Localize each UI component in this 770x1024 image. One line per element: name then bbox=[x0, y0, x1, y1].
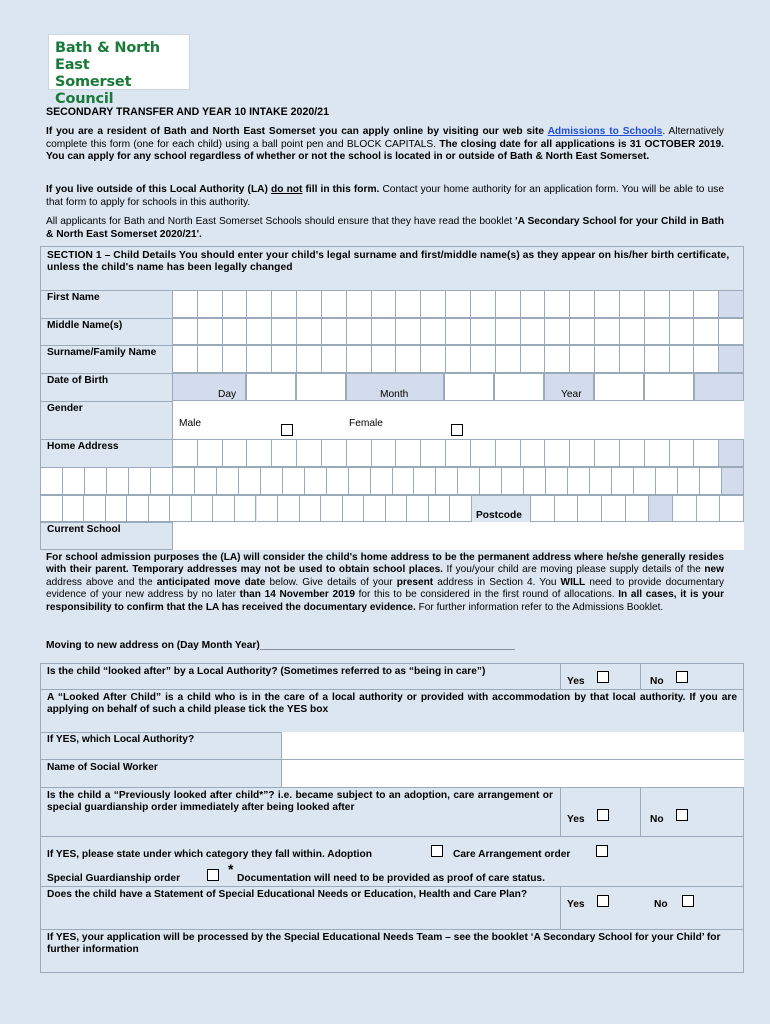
char-box[interactable] bbox=[213, 496, 235, 522]
address-note-h: address in Section 4. You bbox=[433, 576, 561, 588]
char-box[interactable] bbox=[694, 319, 719, 345]
char-box[interactable] bbox=[421, 440, 446, 467]
char-box[interactable] bbox=[278, 496, 300, 522]
char-box[interactable] bbox=[149, 496, 171, 522]
char-box[interactable] bbox=[570, 291, 595, 318]
char-box[interactable] bbox=[272, 291, 297, 318]
dob-year-input-1[interactable] bbox=[594, 373, 644, 401]
char-box[interactable] bbox=[626, 496, 650, 522]
dob-month-label: Month bbox=[380, 389, 409, 400]
char-box[interactable] bbox=[343, 496, 365, 522]
char-box[interactable] bbox=[41, 496, 63, 522]
current-school-label: Current School bbox=[47, 524, 121, 535]
council-logo bbox=[48, 34, 190, 107]
looked-after-yes-label: Yes bbox=[567, 676, 585, 687]
char-box[interactable] bbox=[496, 291, 521, 318]
address-line-2-grid[interactable] bbox=[40, 467, 744, 495]
char-box[interactable] bbox=[247, 440, 272, 467]
char-box[interactable] bbox=[283, 468, 305, 495]
char-box[interactable] bbox=[372, 291, 397, 318]
char-box[interactable] bbox=[620, 440, 645, 467]
previously-yes-checkbox[interactable] bbox=[597, 809, 609, 821]
char-box[interactable] bbox=[195, 468, 217, 495]
char-box[interactable] bbox=[239, 468, 261, 495]
char-box[interactable] bbox=[107, 468, 129, 495]
char-box[interactable] bbox=[198, 291, 223, 318]
char-box[interactable] bbox=[198, 319, 223, 345]
intro-p3-b: 'A Secondary School for your Child in Bath & North East Somerset 2020/21'. bbox=[46, 216, 725, 240]
char-box[interactable] bbox=[429, 496, 451, 522]
char-box[interactable] bbox=[436, 468, 458, 495]
char-box[interactable] bbox=[496, 440, 521, 467]
address-note-e: anticipated move date bbox=[156, 576, 266, 588]
char-box[interactable] bbox=[84, 496, 106, 522]
char-box[interactable] bbox=[421, 319, 446, 345]
address-note-l: for this to be considered in the first round of allocations. bbox=[354, 589, 619, 601]
first-name-input-grid[interactable] bbox=[172, 290, 744, 318]
gender-male-checkbox[interactable] bbox=[281, 424, 293, 436]
address-note bbox=[46, 552, 724, 614]
char-box[interactable] bbox=[446, 319, 471, 345]
intro-p1-b: . Alternatively complete this form (one for each child) using a ball point pen and BLOCK CAPITALS. bbox=[46, 126, 724, 150]
char-box[interactable] bbox=[173, 319, 198, 345]
char-box[interactable] bbox=[393, 468, 415, 495]
char-box[interactable] bbox=[347, 440, 372, 467]
looked-after-yes-checkbox[interactable] bbox=[597, 671, 609, 683]
char-box[interactable] bbox=[590, 468, 612, 495]
special-guardianship-label: Special Guardianship order bbox=[47, 873, 181, 884]
char-box[interactable] bbox=[697, 496, 721, 522]
dob-day-label: Day bbox=[218, 389, 237, 400]
char-box[interactable] bbox=[670, 346, 695, 373]
char-box[interactable] bbox=[223, 440, 248, 467]
char-box[interactable] bbox=[170, 496, 192, 522]
address-note-n: For further information refer to the Admissions Booklet. bbox=[415, 601, 664, 613]
sen-note: If YES, your application will be processed by the Special Educational Needs Team – see the booklet ‘A Secondary School for your Child’ for further information bbox=[47, 932, 721, 956]
char-box[interactable] bbox=[568, 468, 590, 495]
care-arrangement-checkbox[interactable] bbox=[596, 845, 608, 857]
char-box[interactable] bbox=[719, 319, 744, 345]
char-box[interactable] bbox=[272, 440, 297, 467]
address-note-k: than 14 November 2019 bbox=[239, 589, 355, 601]
intro-p1-a: If you are a resident of Bath and North East Somerset you can apply online by visiting our web site bbox=[46, 126, 548, 137]
char-box[interactable] bbox=[41, 468, 63, 495]
char-box[interactable] bbox=[545, 346, 570, 373]
char-box[interactable] bbox=[694, 291, 719, 318]
char-box[interactable] bbox=[602, 496, 626, 522]
char-box[interactable] bbox=[570, 440, 595, 467]
char-box[interactable] bbox=[521, 440, 546, 467]
previously-no-label: No bbox=[650, 814, 664, 825]
char-box[interactable] bbox=[235, 496, 257, 522]
char-box[interactable] bbox=[347, 319, 372, 345]
char-box[interactable] bbox=[546, 468, 568, 495]
char-box[interactable] bbox=[471, 440, 496, 467]
char-box[interactable] bbox=[322, 440, 347, 467]
char-box[interactable] bbox=[649, 496, 673, 522]
char-box[interactable] bbox=[722, 468, 744, 495]
middle-names-label: Middle Name(s) bbox=[47, 320, 123, 331]
previously-yes-label: Yes bbox=[567, 814, 585, 825]
char-box[interactable] bbox=[496, 319, 521, 345]
char-box[interactable] bbox=[670, 291, 695, 318]
address-note-f: below. Give details of your bbox=[265, 576, 397, 588]
care-arrangement-label: Care Arrangement order bbox=[453, 849, 571, 860]
dob-month-input-1[interactable] bbox=[444, 373, 494, 401]
documentation-asterisk: * bbox=[228, 861, 234, 877]
char-box[interactable] bbox=[524, 468, 546, 495]
sen-yes-checkbox[interactable] bbox=[597, 895, 609, 907]
char-box[interactable] bbox=[670, 440, 695, 467]
char-box[interactable] bbox=[570, 346, 595, 373]
address-note-g: present bbox=[396, 576, 434, 588]
char-box[interactable] bbox=[173, 346, 198, 373]
char-box[interactable] bbox=[700, 468, 722, 495]
char-box[interactable] bbox=[386, 496, 408, 522]
dob-day-input-2[interactable] bbox=[296, 373, 346, 401]
char-box[interactable] bbox=[272, 346, 297, 373]
intro-p3-a: All applicants for Bath and North East Somerset Schools should ensure that they have read the booklet bbox=[46, 216, 516, 227]
char-box[interactable] bbox=[531, 496, 555, 522]
char-box[interactable] bbox=[63, 468, 85, 495]
char-box[interactable] bbox=[173, 468, 195, 495]
middle-names-input-grid[interactable] bbox=[172, 318, 744, 345]
address-note-m: In all cases, it is your responsibility to confirm that the LA has received the documentary evidence. bbox=[46, 589, 725, 613]
address-line-3-grid[interactable] bbox=[40, 495, 472, 522]
char-box[interactable] bbox=[247, 346, 272, 373]
char-box[interactable] bbox=[372, 440, 397, 467]
care-category-label: If YES, please state under which category they fall within. Adoption bbox=[47, 849, 372, 860]
char-box[interactable] bbox=[247, 291, 272, 318]
which-la-label: If YES, which Local Authority? bbox=[47, 734, 195, 745]
char-box[interactable] bbox=[595, 319, 620, 345]
char-box[interactable] bbox=[223, 319, 248, 345]
gender-male-label: Male bbox=[179, 418, 202, 429]
char-box[interactable] bbox=[471, 291, 496, 318]
char-box[interactable] bbox=[85, 468, 107, 495]
char-box[interactable] bbox=[570, 319, 595, 345]
char-box[interactable] bbox=[645, 346, 670, 373]
sen-no-checkbox[interactable] bbox=[682, 895, 694, 907]
char-box[interactable] bbox=[719, 440, 744, 467]
address-note-d: address above and the bbox=[46, 576, 157, 588]
char-box[interactable] bbox=[694, 440, 719, 467]
char-box[interactable] bbox=[297, 440, 322, 467]
char-box[interactable] bbox=[414, 468, 436, 495]
address-note-a: For school admission purposes the (LA) will consider the child's home address to be the permanent address where he/she generally resides with their parent. Temporary addresses may not be used to obtain school places. bbox=[46, 552, 724, 576]
char-box[interactable] bbox=[407, 496, 429, 522]
current-school-input[interactable] bbox=[172, 522, 744, 550]
dob-year-label: Year bbox=[561, 389, 582, 400]
char-box[interactable] bbox=[521, 291, 546, 318]
char-box[interactable] bbox=[645, 319, 670, 345]
char-box[interactable] bbox=[719, 291, 744, 318]
char-box[interactable] bbox=[106, 496, 128, 522]
char-box[interactable] bbox=[471, 346, 496, 373]
logo-line-2: Somerset Council bbox=[55, 74, 132, 107]
moving-date-field[interactable]: Moving to new address on (Day Month Year)_____________________________________________ bbox=[46, 640, 515, 651]
address-line-1-grid[interactable] bbox=[172, 439, 744, 467]
logo-line-1: Bath & North East bbox=[55, 40, 160, 73]
char-box[interactable] bbox=[421, 346, 446, 373]
char-box[interactable] bbox=[595, 346, 620, 373]
previously-no-checkbox[interactable] bbox=[676, 809, 688, 821]
intro-paragraph-2 bbox=[46, 184, 724, 209]
char-box[interactable] bbox=[347, 346, 372, 373]
char-box[interactable] bbox=[217, 468, 239, 495]
sen-no-label: No bbox=[654, 899, 668, 910]
sen-question: Does the child have a Statement of Special Educational Needs or Education, Health and Care Plan? bbox=[47, 889, 528, 900]
char-box[interactable] bbox=[349, 468, 371, 495]
char-box[interactable] bbox=[300, 496, 322, 522]
char-box[interactable] bbox=[471, 319, 496, 345]
address-note-j: need to provide documentary evidence of your new address by no later bbox=[46, 576, 725, 601]
special-guardianship-checkbox[interactable] bbox=[207, 869, 219, 881]
char-box[interactable] bbox=[595, 291, 620, 318]
address-note-b: If you/your child are moving please supply details of the bbox=[443, 564, 705, 576]
char-box[interactable] bbox=[446, 291, 471, 318]
char-box[interactable] bbox=[656, 468, 678, 495]
char-box[interactable] bbox=[364, 496, 386, 522]
surname-label: Surname/Family Name bbox=[47, 347, 157, 358]
char-box[interactable] bbox=[645, 440, 670, 467]
char-box[interactable] bbox=[272, 319, 297, 345]
adoption-checkbox[interactable] bbox=[431, 845, 443, 857]
char-box[interactable] bbox=[127, 496, 149, 522]
char-box[interactable] bbox=[645, 291, 670, 318]
address-note-c: new bbox=[704, 564, 725, 576]
char-box[interactable] bbox=[545, 319, 570, 345]
intro-paragraph-1 bbox=[46, 126, 724, 164]
char-box[interactable] bbox=[673, 496, 697, 522]
intro-p1-c: The closing date for all applications is 31 OCTOBER 2019. You can apply for any school regardless of whether or not the school is located in or outside of Bath & North East Somerset. bbox=[46, 138, 724, 163]
char-box[interactable] bbox=[396, 346, 421, 373]
char-box[interactable] bbox=[297, 291, 322, 318]
char-box[interactable] bbox=[297, 319, 322, 345]
char-box[interactable] bbox=[151, 468, 173, 495]
char-box[interactable] bbox=[450, 496, 472, 522]
char-box[interactable] bbox=[173, 440, 198, 467]
first-name-label: First Name bbox=[47, 292, 100, 303]
looked-after-question: Is the child “looked after” by a Local Authority? (Sometimes referred to as “being in care”) bbox=[47, 666, 486, 677]
char-box[interactable] bbox=[521, 319, 546, 345]
home-address-label: Home Address bbox=[47, 441, 119, 452]
intro-paragraph-3 bbox=[46, 216, 724, 241]
char-box[interactable] bbox=[198, 440, 223, 467]
char-box[interactable] bbox=[521, 346, 546, 373]
char-box[interactable] bbox=[305, 468, 327, 495]
char-box[interactable] bbox=[198, 346, 223, 373]
page-title: SECONDARY TRANSFER AND YEAR 10 INTAKE 2020/21 bbox=[46, 106, 329, 118]
char-box[interactable] bbox=[634, 468, 656, 495]
char-box[interactable] bbox=[421, 291, 446, 318]
char-box[interactable] bbox=[129, 468, 151, 495]
char-box[interactable] bbox=[347, 291, 372, 318]
char-box[interactable] bbox=[678, 468, 700, 495]
dob-month-input-2[interactable] bbox=[494, 373, 544, 401]
sen-yes-label: Yes bbox=[567, 899, 585, 910]
char-box[interactable] bbox=[446, 346, 471, 373]
char-box[interactable] bbox=[446, 440, 471, 467]
char-box[interactable] bbox=[322, 291, 347, 318]
gender-female-label: Female bbox=[349, 418, 383, 429]
intro-p2-a: If you live outside of this Local Authority (LA) bbox=[46, 184, 272, 195]
char-box[interactable] bbox=[322, 319, 347, 345]
social-worker-label: Name of Social Worker bbox=[47, 762, 158, 773]
char-box[interactable] bbox=[620, 346, 645, 373]
char-box[interactable] bbox=[612, 468, 634, 495]
postcode-label: Postcode bbox=[476, 510, 522, 521]
char-box[interactable] bbox=[223, 291, 248, 318]
char-box[interactable] bbox=[694, 346, 719, 373]
char-box[interactable] bbox=[720, 496, 744, 522]
social-worker-input[interactable] bbox=[281, 760, 744, 787]
section1-header: SECTION 1 – Child Details You should enter your child's legal surname and first/middle name(s) as they appear on his/her birth certificate, unless the child's name has been legally changed bbox=[47, 250, 730, 274]
char-box[interactable] bbox=[555, 496, 579, 522]
char-box[interactable] bbox=[223, 346, 248, 373]
char-box[interactable] bbox=[297, 346, 322, 373]
char-box[interactable] bbox=[372, 346, 397, 373]
char-box[interactable] bbox=[321, 496, 343, 522]
intro-p2-u: do not bbox=[271, 184, 303, 195]
admissions-link[interactable]: Admissions to Schools bbox=[547, 126, 663, 137]
dob-day-input-1[interactable] bbox=[246, 373, 296, 401]
looked-after-no-checkbox[interactable] bbox=[676, 671, 688, 683]
char-box[interactable] bbox=[322, 346, 347, 373]
char-box[interactable] bbox=[578, 496, 602, 522]
char-box[interactable] bbox=[595, 440, 620, 467]
char-box[interactable] bbox=[192, 496, 214, 522]
char-box[interactable] bbox=[371, 468, 393, 495]
char-box[interactable] bbox=[173, 291, 198, 318]
char-box[interactable] bbox=[257, 496, 279, 522]
documentation-note: Documentation will need to be provided as proof of care status. bbox=[237, 873, 545, 884]
char-box[interactable] bbox=[545, 291, 570, 318]
char-box[interactable] bbox=[458, 468, 480, 495]
address-note-i: WILL bbox=[560, 576, 586, 588]
dob-label: Date of Birth bbox=[47, 375, 109, 386]
char-box[interactable] bbox=[502, 468, 524, 495]
intro-p2-c: Contact your home authority for an application form. You will be able to use that form to apply for schools in this authority. bbox=[46, 184, 724, 208]
char-box[interactable] bbox=[496, 346, 521, 373]
char-box[interactable] bbox=[372, 319, 397, 345]
char-box[interactable] bbox=[620, 319, 645, 345]
char-box[interactable] bbox=[545, 440, 570, 467]
char-box[interactable] bbox=[480, 468, 502, 495]
char-box[interactable] bbox=[719, 346, 744, 373]
intro-p2-b: fill in this form. bbox=[302, 184, 380, 195]
char-box[interactable] bbox=[247, 319, 272, 345]
char-box[interactable] bbox=[396, 440, 421, 467]
char-box[interactable] bbox=[396, 291, 421, 318]
looked-after-no-label: No bbox=[650, 676, 664, 687]
surname-input-grid[interactable] bbox=[172, 345, 744, 373]
char-box[interactable] bbox=[396, 319, 421, 345]
char-box[interactable] bbox=[670, 319, 695, 345]
which-la-input[interactable] bbox=[281, 732, 744, 759]
gender-label: Gender bbox=[47, 403, 83, 414]
previously-looked-after-question: Is the child a “Previously looked after child*”? i.e. became subject to an adoption, care arrangement or special guardianship order immediately after being looked after bbox=[47, 790, 553, 814]
char-box[interactable] bbox=[63, 496, 85, 522]
dob-filler-cell bbox=[694, 373, 744, 401]
gender-female-checkbox[interactable] bbox=[451, 424, 463, 436]
postcode-input-grid[interactable] bbox=[530, 495, 744, 522]
looked-after-explanation: A “Looked After Child” is a child who is in the care of a local authority or provided with accommodation by that local authority. If you are applying on behalf of such a child please tick the YES box bbox=[47, 692, 737, 716]
dob-year-input-2[interactable] bbox=[644, 373, 694, 401]
char-box[interactable] bbox=[620, 291, 645, 318]
char-box[interactable] bbox=[261, 468, 283, 495]
char-box[interactable] bbox=[327, 468, 349, 495]
